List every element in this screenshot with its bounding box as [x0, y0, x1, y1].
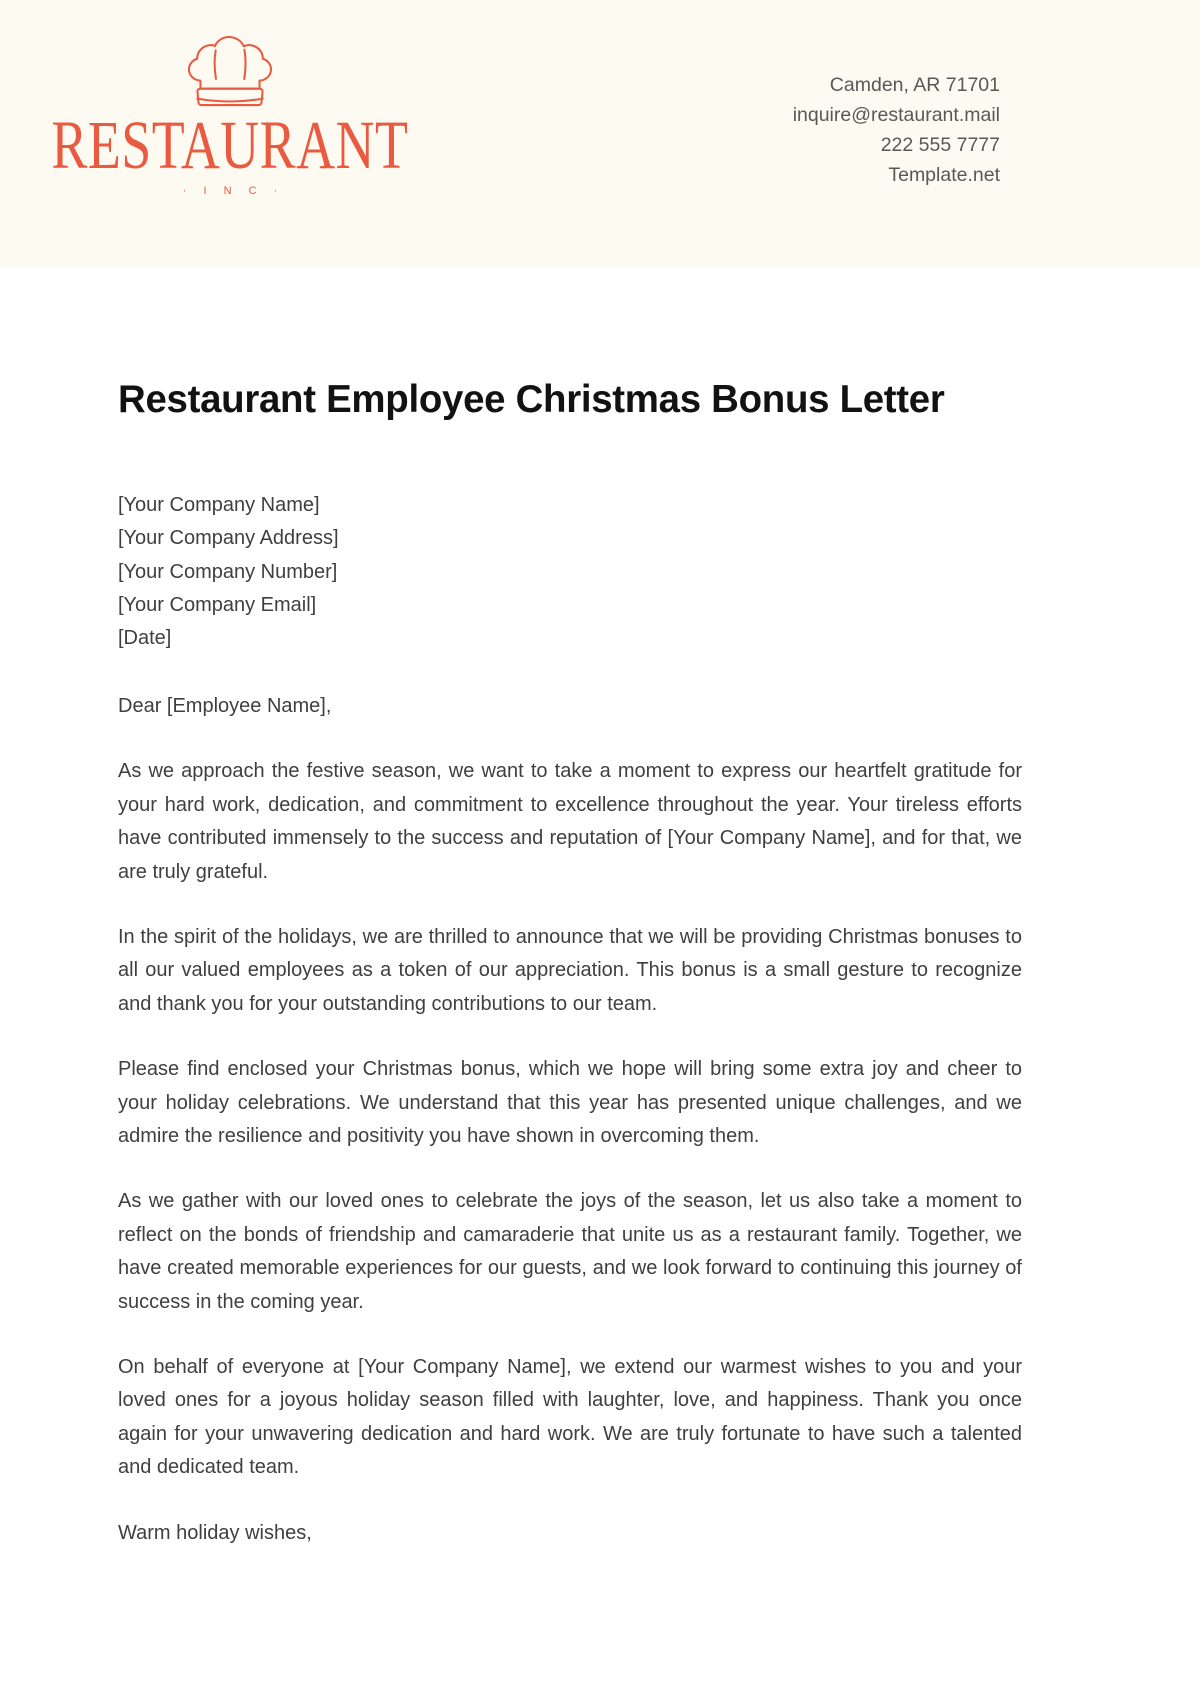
body-paragraph-2: In the spirit of the holidays, we are thrilled to announce that we will be providing Christmas bonuses to all our valued employees as a token of our appreciation. This bonus is a small gesture to recognize and thank you for your outstanding contributions to our team. — [118, 925, 1022, 1015]
logo-wordmark: RESTAURANT — [51, 106, 409, 184]
sender-company-name: [Your Company Name] — [118, 493, 320, 516]
sender-company-email: [Your Company Email] — [118, 594, 317, 617]
body-paragraph-1: As we approach the festive season, we want to take a moment to express our heartfelt gratitude for your hard work, dedication, and commitment to excellence throughout the year. Your tireless efforts have contributed immensely to the success and reputation of [Your Company Name], and for that, we are truly grateful. — [118, 760, 1022, 883]
contact-address: Camden, AR 71701 — [829, 74, 1000, 96]
contact-website[interactable]: Template.net — [888, 164, 1000, 186]
contact-email[interactable]: inquire@restaurant.mail — [792, 104, 1000, 126]
body-paragraph-4: As we gather with our loved ones to celebrate the joys of the season, let us also take a moment to reflect on the bonds of friendship and camaraderie that unite us as a restaurant family. Together, we have created memorable experiences for our guests, and we look forward to continuing this journey of success in the coming year. — [118, 1190, 1022, 1313]
page-title: Restaurant Employee Christmas Bonus Letter — [118, 378, 945, 421]
letterhead-header — [0, 0, 1200, 268]
letter-date: [Date] — [118, 627, 172, 650]
salutation: Dear [Employee Name], — [118, 694, 332, 717]
sender-company-address: [Your Company Address] — [118, 527, 339, 550]
contact-phone: 222 555 7777 — [880, 134, 1000, 156]
logo-sub-label: · I N C · — [182, 185, 285, 198]
company-logo — [51, 34, 409, 198]
sender-address-block — [118, 489, 1022, 656]
body-paragraph-5: On behalf of everyone at [Your Company Name], we extend our warmest wishes to you and your loved ones for a joyous holiday season filled with laughter, love, and happiness. Thank you once again for your unwavering dedication and hard work. We are truly fortunate to have such a talented and dedicated team. — [118, 1355, 1022, 1479]
letter-body — [0, 268, 1200, 1550]
sender-company-number: [Your Company Number] — [118, 560, 338, 583]
closing-line: Warm holiday wishes, — [118, 1521, 312, 1544]
body-paragraph-3: Please find enclosed your Christmas bonus, which we hope will bring some extra joy and cheer to your holiday celebrations. We understand that this year has presented unique challenges, and we admire the resilience and positivity you have shown in overcoming them. — [118, 1058, 1022, 1147]
chef-hat-icon — [171, 34, 289, 112]
contact-details — [793, 70, 1000, 190]
